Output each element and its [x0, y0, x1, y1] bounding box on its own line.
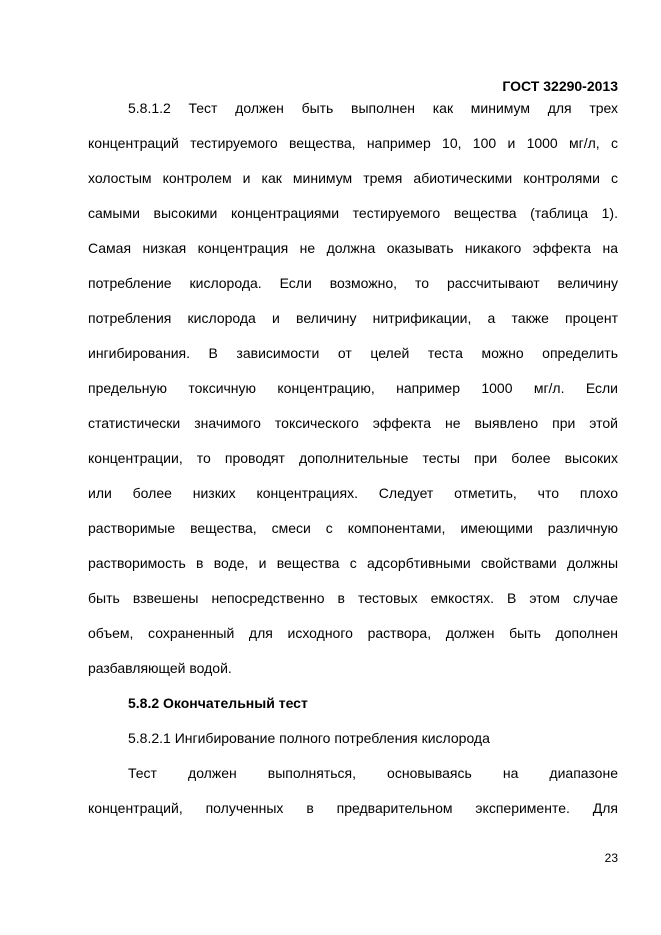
text-line: Тест должен выполняться, основываясь на диапазоне — [128, 765, 618, 781]
text-line: потребления кислорода и величину нитрификации, а также процент — [88, 310, 618, 326]
text-line: 5.8.1.2 Тест должен быть выполнен как минимум для трех — [128, 100, 618, 116]
page-body — [88, 91, 618, 826]
text-line: самыми высокими концентрациями тестируемого вещества (таблица 1). — [88, 205, 618, 221]
text-line: Самая низкая концентрация не должна оказывать никакого эффекта на — [88, 240, 618, 256]
text-line: ингибирования. В зависимости от целей теста можно определить — [88, 345, 618, 361]
paragraph-final — [88, 756, 618, 826]
section-heading-5-8-2: 5.8.2 Окончательный тест — [128, 695, 308, 711]
paragraph-5-8-1-2 — [88, 91, 618, 686]
text-line: разбавляющей водой. — [88, 660, 232, 676]
text-line: объем, сохраненный для исходного раствора, должен быть дополнен — [88, 625, 618, 641]
text-line: растворимые вещества, смеси с компонентами, имеющими различную — [88, 520, 618, 536]
text-line: растворимость в воде, и вещества с адсорбтивными свойствами должны — [88, 555, 618, 571]
page-number: 23 — [604, 851, 618, 865]
text-line: концентрации, то проводят дополнительные тесты при более высоких — [88, 450, 618, 466]
text-line: холостым контролем и как минимум тремя абиотическими контролями с — [88, 170, 618, 186]
text-line: быть взвешены непосредственно в тестовых емкостях. В этом случае — [88, 590, 618, 606]
text-line: статистически значимого токсического эффекта не выявлено при этой — [88, 415, 618, 431]
running-header: ГОСТ 32290-2013 — [502, 78, 618, 94]
text-line: концентраций тестируемого вещества, например 10, 100 и 1000 мг/л, с — [88, 135, 618, 151]
text-line: или более низких концентрациях. Следует отметить, что плохо — [88, 485, 618, 501]
text-line: потребление кислорода. Если возможно, то рассчитывают величину — [88, 275, 618, 291]
text-line: концентраций, полученных в предварительном эксперименте. Для — [88, 800, 618, 816]
subsection-heading-5-8-2-1: 5.8.2.1 Ингибирование полного потребления кислорода — [128, 730, 490, 746]
text-line: предельную токсичную концентрацию, например 1000 мг/л. Если — [88, 380, 618, 396]
